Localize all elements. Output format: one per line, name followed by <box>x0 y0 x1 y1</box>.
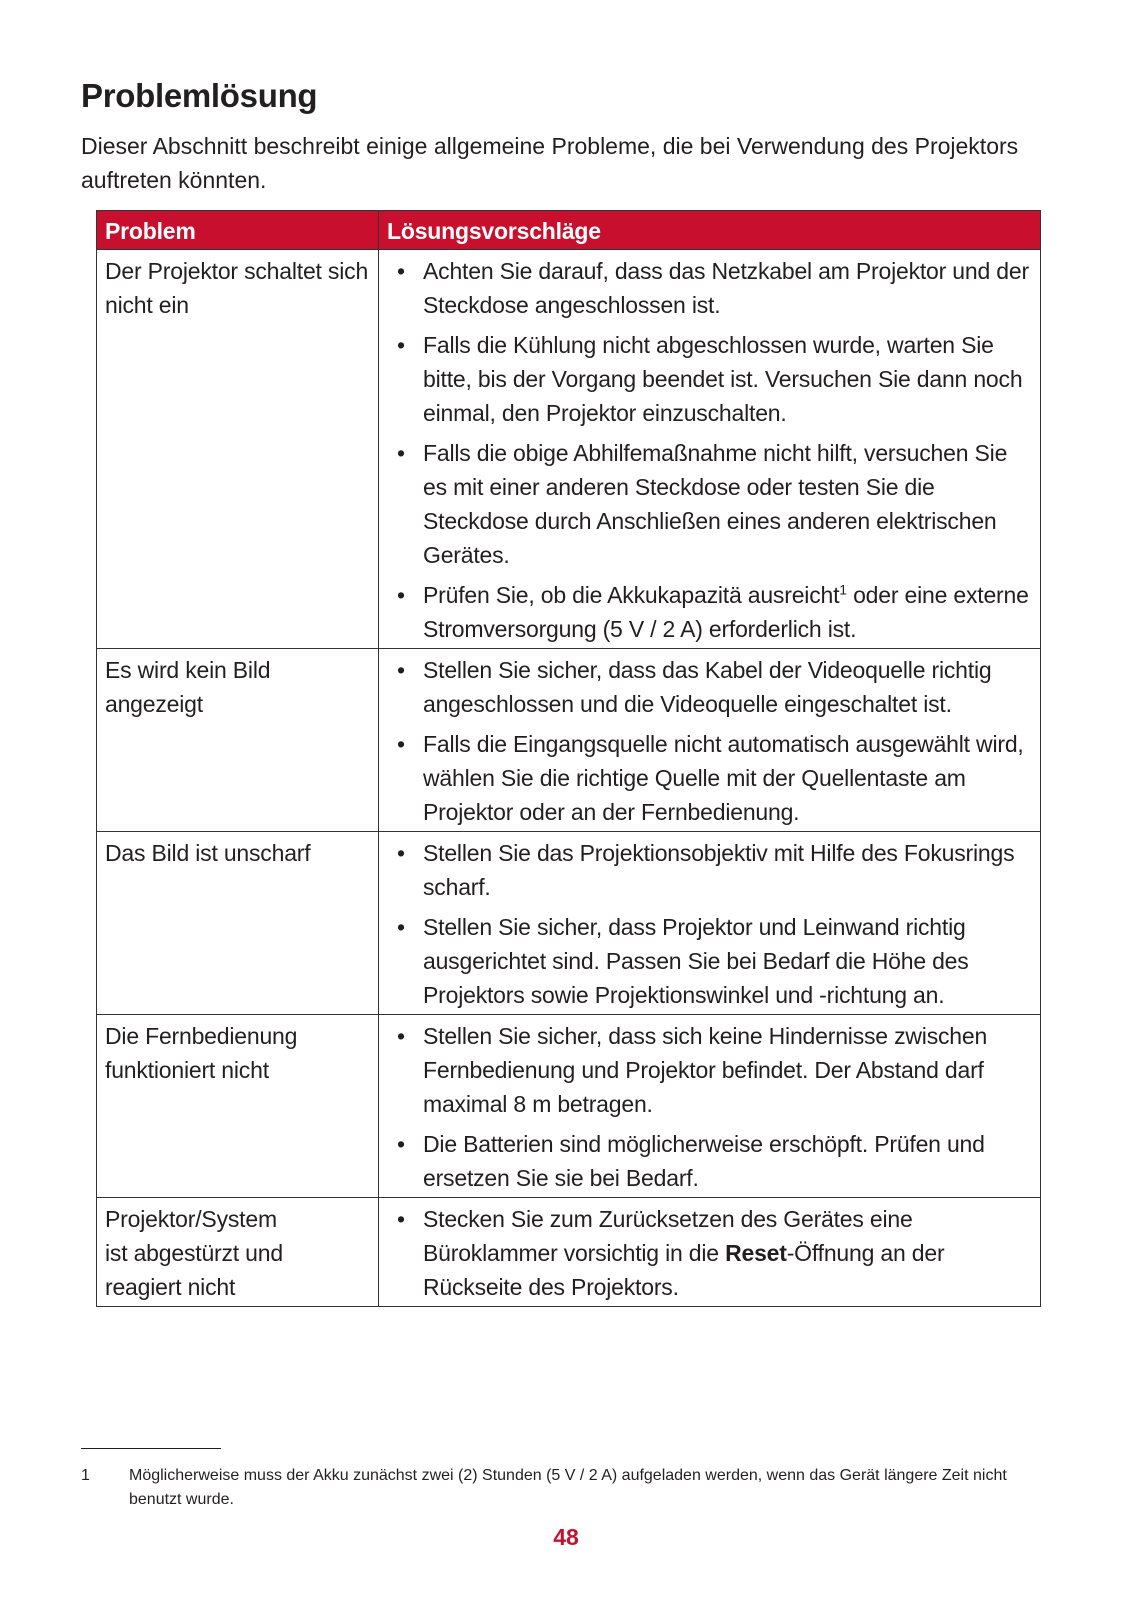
solution-list <box>393 653 1036 829</box>
solution-item: • Stellen Sie sicher, dass Projektor und Leinwand richtig ausgerichtet sind. Passen Sie bei Bedarf die Höhe des Projektors sowie Projektionswinkel und -richtung an. <box>393 910 1036 1012</box>
solutions-cell <box>379 1015 1041 1198</box>
solution-item: • Stellen Sie sicher, dass sich keine Hindernisse zwischen Fernbedienung und Projektor befindet. Der Abstand darf maximal 8 m betragen. <box>393 1019 1036 1121</box>
solution-text: -Öffnung an der Rückseite des Projektors. <box>423 1240 945 1300</box>
problem-cell: Es wird kein Bild angezeigt <box>97 649 379 832</box>
table-row <box>97 649 1041 832</box>
solution-item: • Achten Sie darauf, dass das Netzkabel am Projektor und der Steckdose angeschlossen ist. <box>393 254 1036 322</box>
problem-cell: Der Projektor schaltet sich nicht ein <box>97 250 379 649</box>
solution-list <box>393 836 1036 1012</box>
solutions-cell <box>379 1198 1041 1307</box>
solution-list <box>393 1019 1036 1195</box>
solution-item: • Falls die obige Abhilfemaßnahme nicht hilft, versuchen Sie es mit einer anderen Steckdose oder testen Sie die Steckdose durch Anschließen eines anderen elektrischen Gerätes. <box>393 436 1036 572</box>
problem-line: ist abgestürzt und <box>105 1240 283 1266</box>
solution-text: Stecken Sie zum Zurücksetzen des Gerätes eine Büroklammer vorsichtig in die <box>423 1206 913 1266</box>
footnote-separator <box>81 1448 221 1449</box>
footnote-number: 1 <box>81 1467 90 1484</box>
intro-paragraph: Dieser Abschnitt beschreibt einige allgemeine Probleme, die bei Verwendung des Projektors auftreten könnten. <box>81 133 1019 193</box>
solution-item: • Die Batterien sind möglicherweise erschöpft. Prüfen und ersetzen Sie sie bei Bedarf. <box>393 1127 1036 1195</box>
problem-cell <box>97 1198 379 1307</box>
page-number: 48 <box>553 1524 579 1550</box>
problem-line: reagiert nicht <box>105 1274 236 1300</box>
solutions-cell <box>379 250 1041 649</box>
problem-line: Projektor/System <box>105 1206 277 1232</box>
solution-item: • Falls die Kühlung nicht abgeschlossen wurde, warten Sie bitte, bis der Vorgang beendet ist. Versuchen Sie dann noch einmal, den Projektor einzuschalten. <box>393 328 1036 430</box>
troubleshooting-table <box>96 210 1041 1307</box>
reset-label: Reset <box>725 1240 787 1266</box>
table-row <box>97 250 1041 649</box>
table-row <box>97 1015 1041 1198</box>
solution-list <box>393 254 1036 646</box>
solution-text: Prüfen Sie, ob die Akkukapazitä ausreicht <box>423 582 840 608</box>
page-title: Problemlösung <box>81 77 318 114</box>
footnote-text: Möglicherweise muss der Akku zunächst zwei (2) Stunden (5 V / 2 A) aufgeladen werden, wenn das Gerät längere Zeit nicht benutzt wurde. <box>129 1467 1007 1508</box>
table-header-row <box>97 211 1041 250</box>
solutions-cell <box>379 649 1041 832</box>
solution-item <box>393 578 1036 646</box>
solutions-cell <box>379 832 1041 1015</box>
header-problem: Problem <box>97 211 379 250</box>
solution-item <box>393 1202 1036 1304</box>
solution-item: • Stellen Sie sicher, dass das Kabel der Videoquelle richtig angeschlossen und die Videoquelle eingeschaltet ist. <box>393 653 1036 721</box>
table-row <box>97 832 1041 1015</box>
table-row <box>97 1198 1041 1307</box>
solution-item: • Stellen Sie das Projektionsobjektiv mit Hilfe des Fokusrings scharf. <box>393 836 1036 904</box>
problem-cell: Die Fernbedienung funktioniert nicht <box>97 1015 379 1198</box>
solution-item: • Falls die Eingangsquelle nicht automatisch ausgewählt wird, wählen Sie die richtige Quelle mit der Quellentaste am Projektor oder an der Fernbedienung. <box>393 727 1036 829</box>
header-solutions: Lösungsvorschläge <box>379 211 1041 250</box>
problem-cell: Das Bild ist unscharf <box>97 832 379 1015</box>
solution-list <box>393 1202 1036 1304</box>
solution-text: oder eine externe Stromversorgung (5 V / 2 A) erforderlich ist. <box>423 582 1029 642</box>
footnote-ref: 1 <box>839 581 847 598</box>
